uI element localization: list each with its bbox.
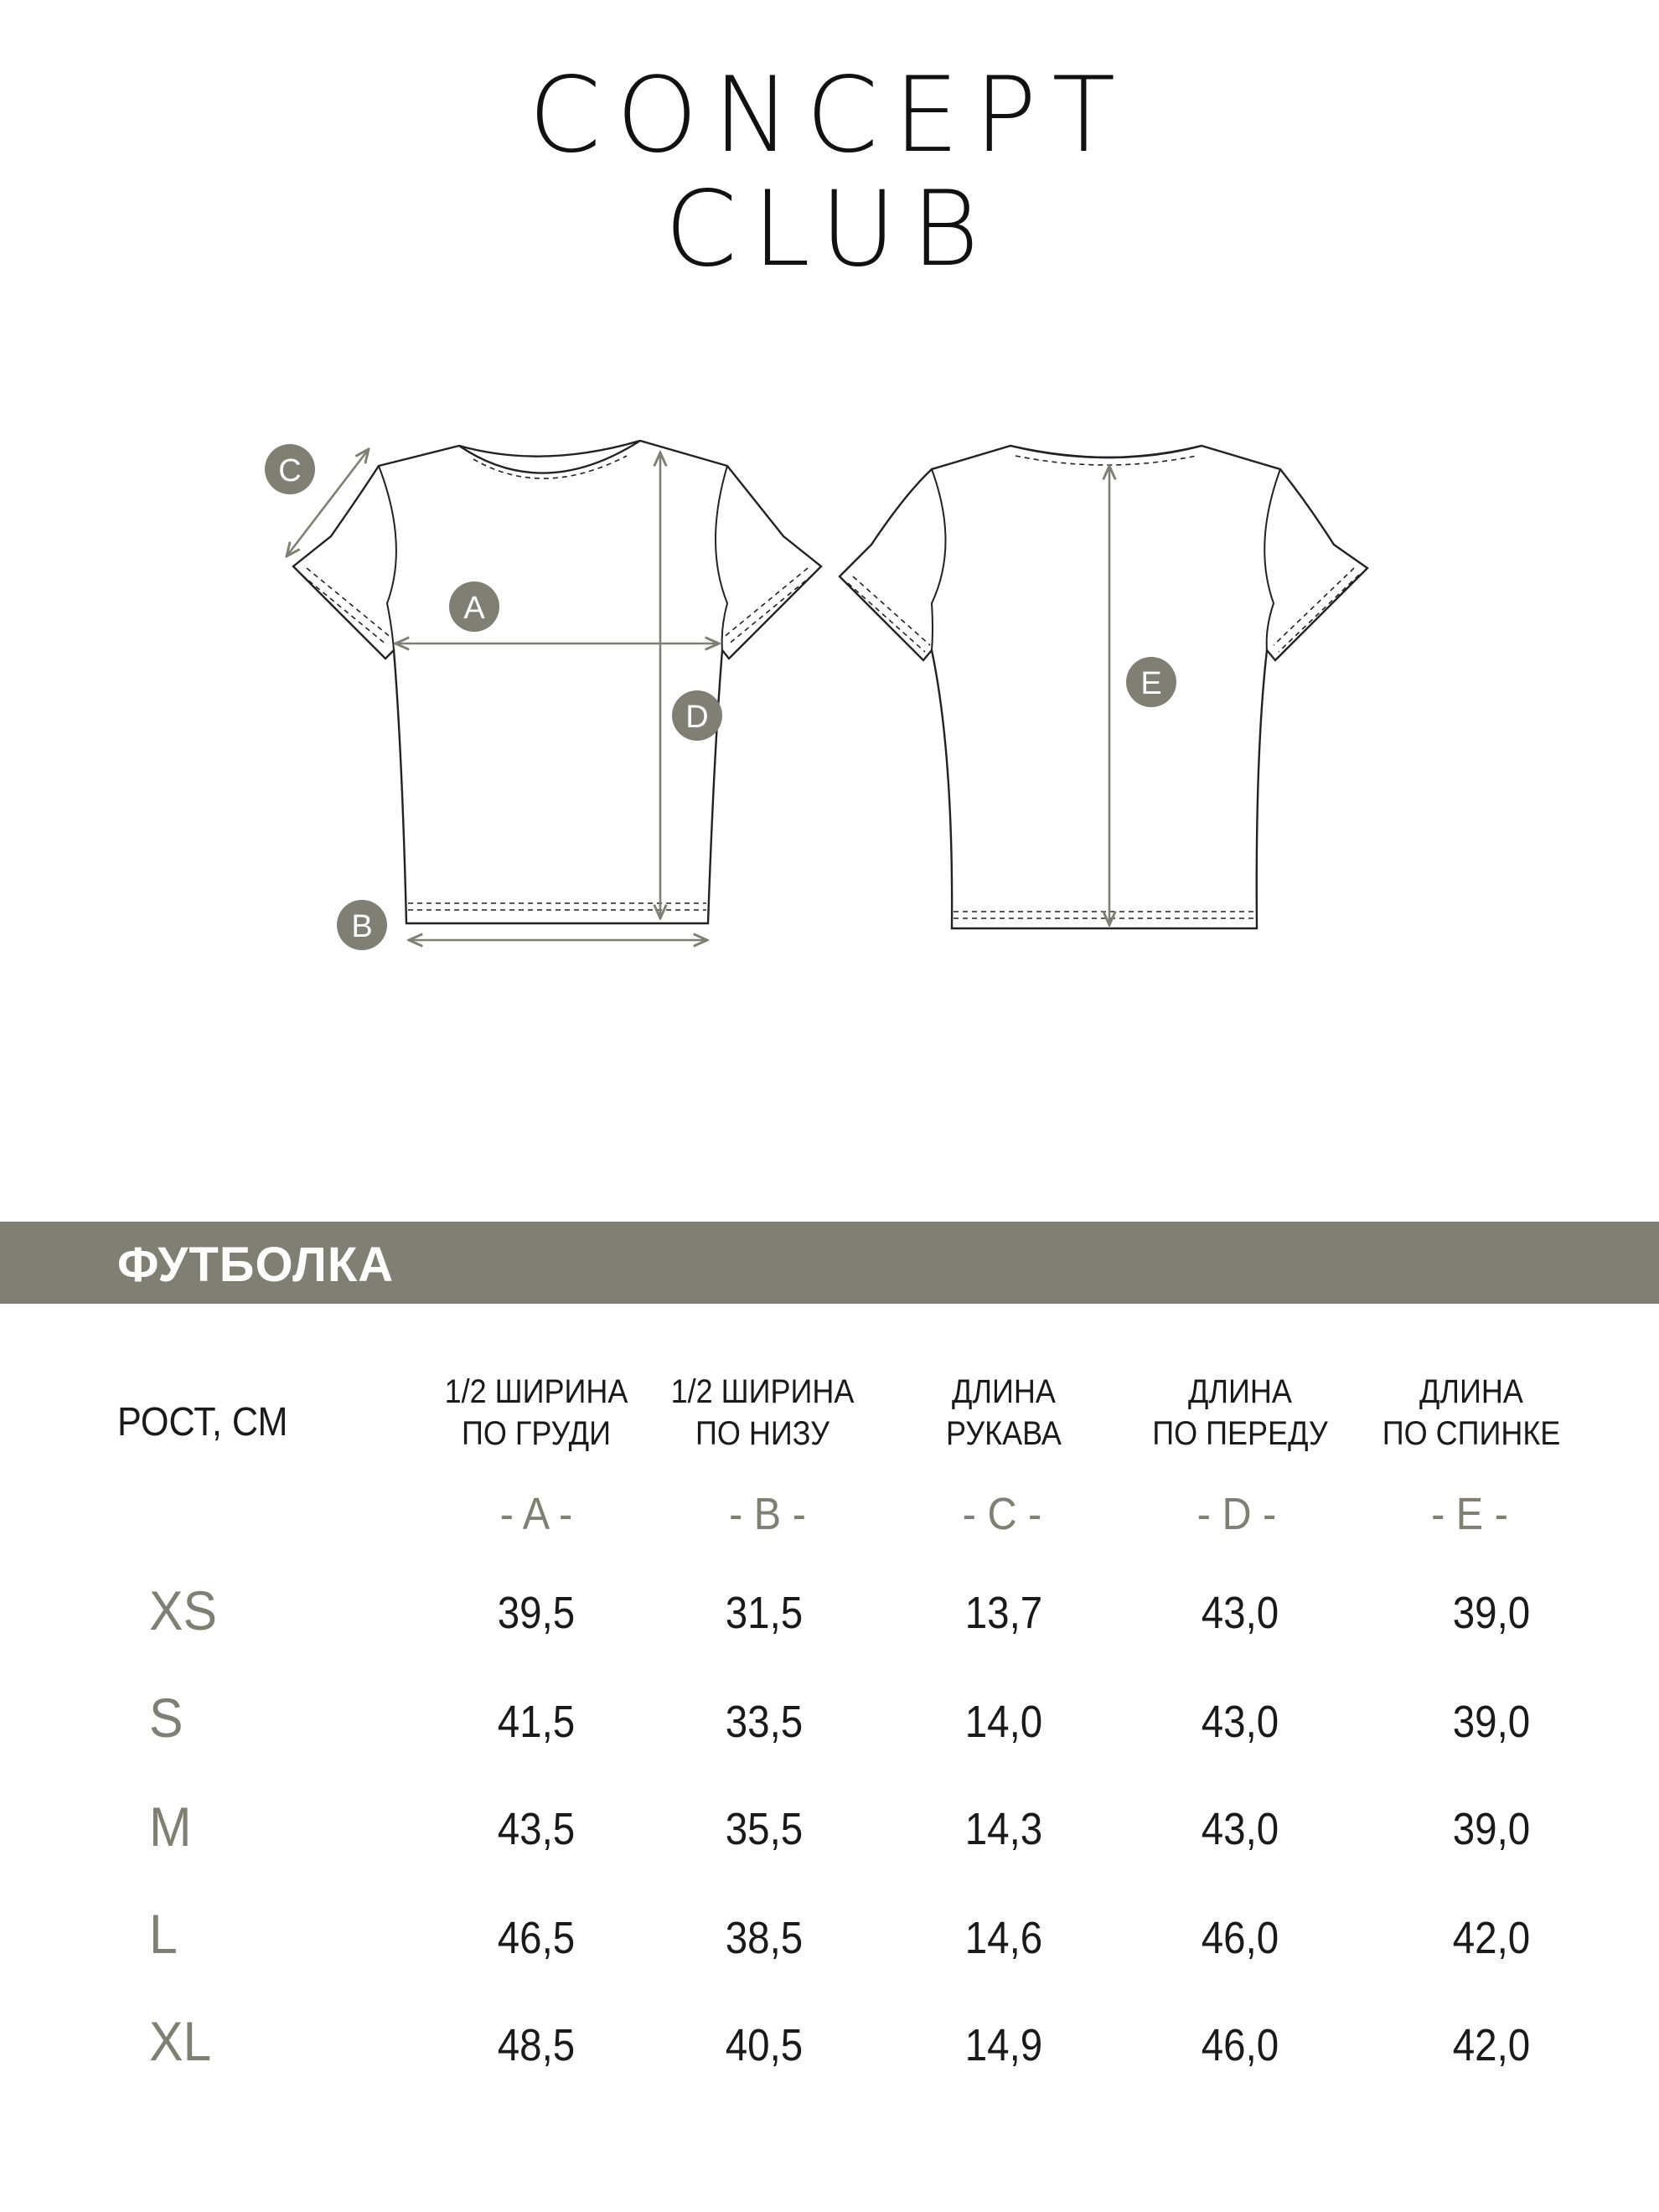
value-a: 39,5 (497, 1588, 576, 1638)
value-e: 42,0 (1452, 1913, 1531, 1963)
value-d: 43,0 (1201, 1697, 1279, 1747)
column-header-e-line2: ПО СПИНКЕ (1382, 1415, 1561, 1452)
column-code-a: - A - (499, 1489, 573, 1539)
marker-d (672, 690, 722, 741)
marker-e-label: E (1140, 666, 1162, 701)
column-code-c: - C - (962, 1489, 1042, 1539)
size-label: XS (149, 1579, 218, 1641)
column-header-d (1142, 1371, 1338, 1455)
value-c: 14,9 (964, 2020, 1043, 2070)
size-label: L (149, 1903, 178, 1965)
value-d: 46,0 (1201, 2020, 1279, 2070)
column-header-c-line1: ДЛИНА (952, 1373, 1056, 1410)
value-c: 13,7 (964, 1588, 1043, 1638)
marker-e (1126, 657, 1176, 707)
value-b: 40,5 (725, 2020, 804, 2070)
value-d: 46,0 (1201, 1913, 1279, 1963)
marker-b (337, 900, 387, 950)
marker-b-label: B (351, 909, 373, 944)
column-header-e (1373, 1371, 1569, 1455)
column-header-a-line2: ПО ГРУДИ (461, 1415, 612, 1452)
value-e: 39,0 (1452, 1804, 1531, 1854)
value-b: 35,5 (725, 1804, 804, 1854)
value-b: 38,5 (725, 1913, 804, 1963)
value-e: 39,0 (1452, 1588, 1531, 1638)
column-header-b (664, 1371, 861, 1455)
size-label: M (149, 1796, 192, 1858)
height-column-label: РОСТ, СМ (117, 1400, 288, 1445)
value-c: 14,6 (964, 1913, 1043, 1963)
marker-d-label: D (685, 700, 709, 735)
value-b: 31,5 (725, 1588, 804, 1638)
column-header-d-line2: ПО ПЕРЕДУ (1152, 1415, 1328, 1452)
value-b: 33,5 (725, 1697, 804, 1747)
marker-c (265, 444, 315, 494)
section-header (0, 1222, 1659, 1304)
tshirt-back-icon (840, 446, 1367, 928)
value-a: 46,5 (497, 1913, 576, 1963)
value-c: 14,3 (964, 1804, 1043, 1854)
value-c: 14,0 (964, 1697, 1043, 1747)
section-title: ФУТБОЛКА (117, 1238, 395, 1292)
tshirt-measurement-diagram (0, 402, 1659, 1005)
column-code-b: - B - (729, 1489, 806, 1539)
column-header-c-line2: РУКАВА (946, 1415, 1062, 1452)
size-label: XL (149, 2010, 212, 2072)
column-header-e-line1: ДЛИНА (1419, 1373, 1523, 1410)
column-code-d: - D - (1196, 1489, 1277, 1539)
value-e: 42,0 (1452, 2020, 1531, 2070)
column-code-e: - E - (1431, 1489, 1508, 1539)
column-header-a-line1: 1/2 ШИРИНА (444, 1373, 628, 1410)
value-d: 43,0 (1201, 1804, 1279, 1854)
marker-a (449, 581, 499, 632)
tshirt-front-icon (293, 441, 821, 923)
brand-line-1: CONCEPT (528, 55, 1131, 176)
size-label: S (149, 1687, 183, 1749)
column-header-b-line2: ПО НИЗУ (695, 1415, 830, 1452)
value-a: 43,5 (497, 1804, 576, 1854)
marker-a-label: A (463, 591, 485, 626)
value-a: 41,5 (497, 1697, 576, 1747)
value-e: 39,0 (1452, 1697, 1531, 1747)
column-header-c (906, 1371, 1102, 1455)
brand-logo (0, 55, 1659, 290)
column-header-b-line1: 1/2 ШИРИНА (670, 1373, 855, 1410)
value-d: 43,0 (1201, 1588, 1279, 1638)
column-header-a (438, 1371, 634, 1455)
value-a: 48,5 (497, 2020, 576, 2070)
column-header-d-line1: ДЛИНА (1188, 1373, 1292, 1410)
marker-c-label: C (278, 453, 302, 488)
brand-line-2: CLUB (664, 169, 995, 290)
